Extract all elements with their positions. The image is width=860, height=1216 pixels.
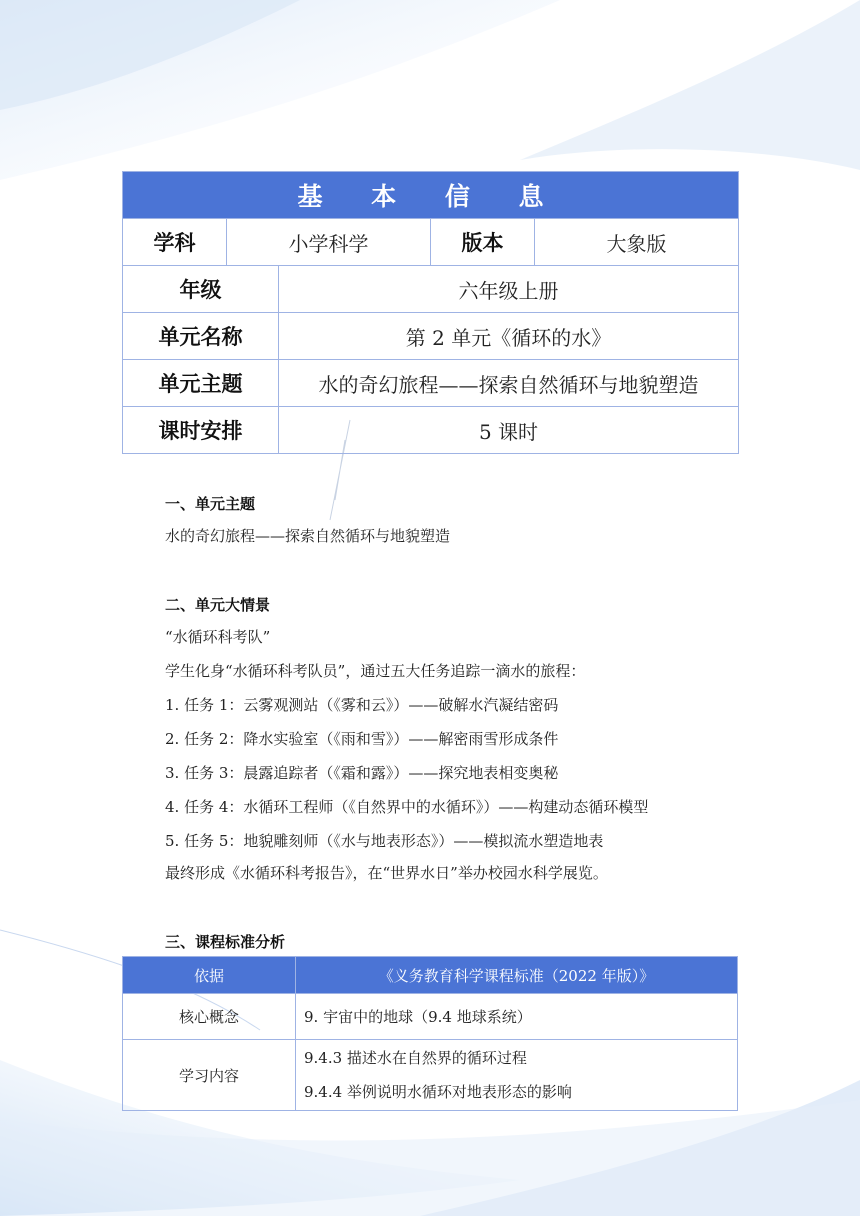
learning-content-item: 9.4.4 举例说明水循环对地表形态的影响 (304, 1083, 572, 1101)
subject-value: 小学科学 (227, 219, 431, 266)
scenario-line: 4. 任务 4：水循环工程师（《自然界中的水循环》）——构建动态循环模型 (165, 798, 649, 816)
schedule-value: 5 课时 (279, 407, 739, 454)
grade-label: 年级 (123, 266, 279, 313)
section2-heading: 二、单元大情景 (165, 596, 271, 614)
scenario-line: 5. 任务 5：地貌雕刻师（《水与地表形态》）——模拟流水塑造地表 (165, 832, 604, 850)
curriculum-standard-table (122, 956, 738, 1111)
basic-info-title: 基 本 信 息 (123, 172, 739, 219)
subject-label: 学科 (123, 219, 227, 266)
core-concept-label: 核心概念 (123, 994, 296, 1040)
edition-label: 版本 (431, 219, 535, 266)
col-header-basis: 依据 (123, 957, 296, 994)
edition-value: 大象版 (535, 219, 739, 266)
schedule-label: 课时安排 (123, 407, 279, 454)
grade-value: 六年级上册 (279, 266, 739, 313)
unit-name-value: 第 2 单元《循环的水》 (279, 313, 739, 360)
section1-text: 水的奇幻旅程——探索自然循环与地貌塑造 (165, 527, 451, 545)
scenario-line: 最终形成《水循环科考报告》，在“世界水日”举办校园水科学展览。 (165, 864, 608, 882)
scenario-line: 学生化身“水循环科考队员”，通过五大任务追踪一滴水的旅程： (165, 662, 586, 680)
scenario-line: 3. 任务 3：晨露追踪者（《霜和露》）——探究地表相变奥秘 (165, 764, 559, 782)
scenario-line: “水循环科考队” (165, 628, 271, 646)
learning-content-label: 学习内容 (123, 1040, 296, 1111)
unit-theme-label: 单元主题 (123, 360, 279, 407)
section3-heading: 三、课程标准分析 (165, 933, 286, 951)
core-concept-value: 9. 宇宙中的地球（9.4 地球系统） (296, 994, 738, 1040)
scenario-line: 2. 任务 2：降水实验室（《雨和雪》）——解密雨雪形成条件 (165, 730, 559, 748)
learning-content-values (296, 1040, 738, 1111)
col-header-standard: 《义务教育科学课程标准（2022 年版）》 (296, 957, 738, 994)
unit-theme-value: 水的奇幻旅程——探索自然循环与地貌塑造 (279, 360, 739, 407)
section1-heading: 一、单元主题 (165, 495, 256, 513)
unit-name-label: 单元名称 (123, 313, 279, 360)
basic-info-table (122, 171, 739, 454)
learning-content-item: 9.4.3 描述水在自然界的循环过程 (304, 1049, 527, 1067)
scenario-line: 1. 任务 1：云雾观测站（《雾和云》）——破解水汽凝结密码 (165, 696, 559, 714)
